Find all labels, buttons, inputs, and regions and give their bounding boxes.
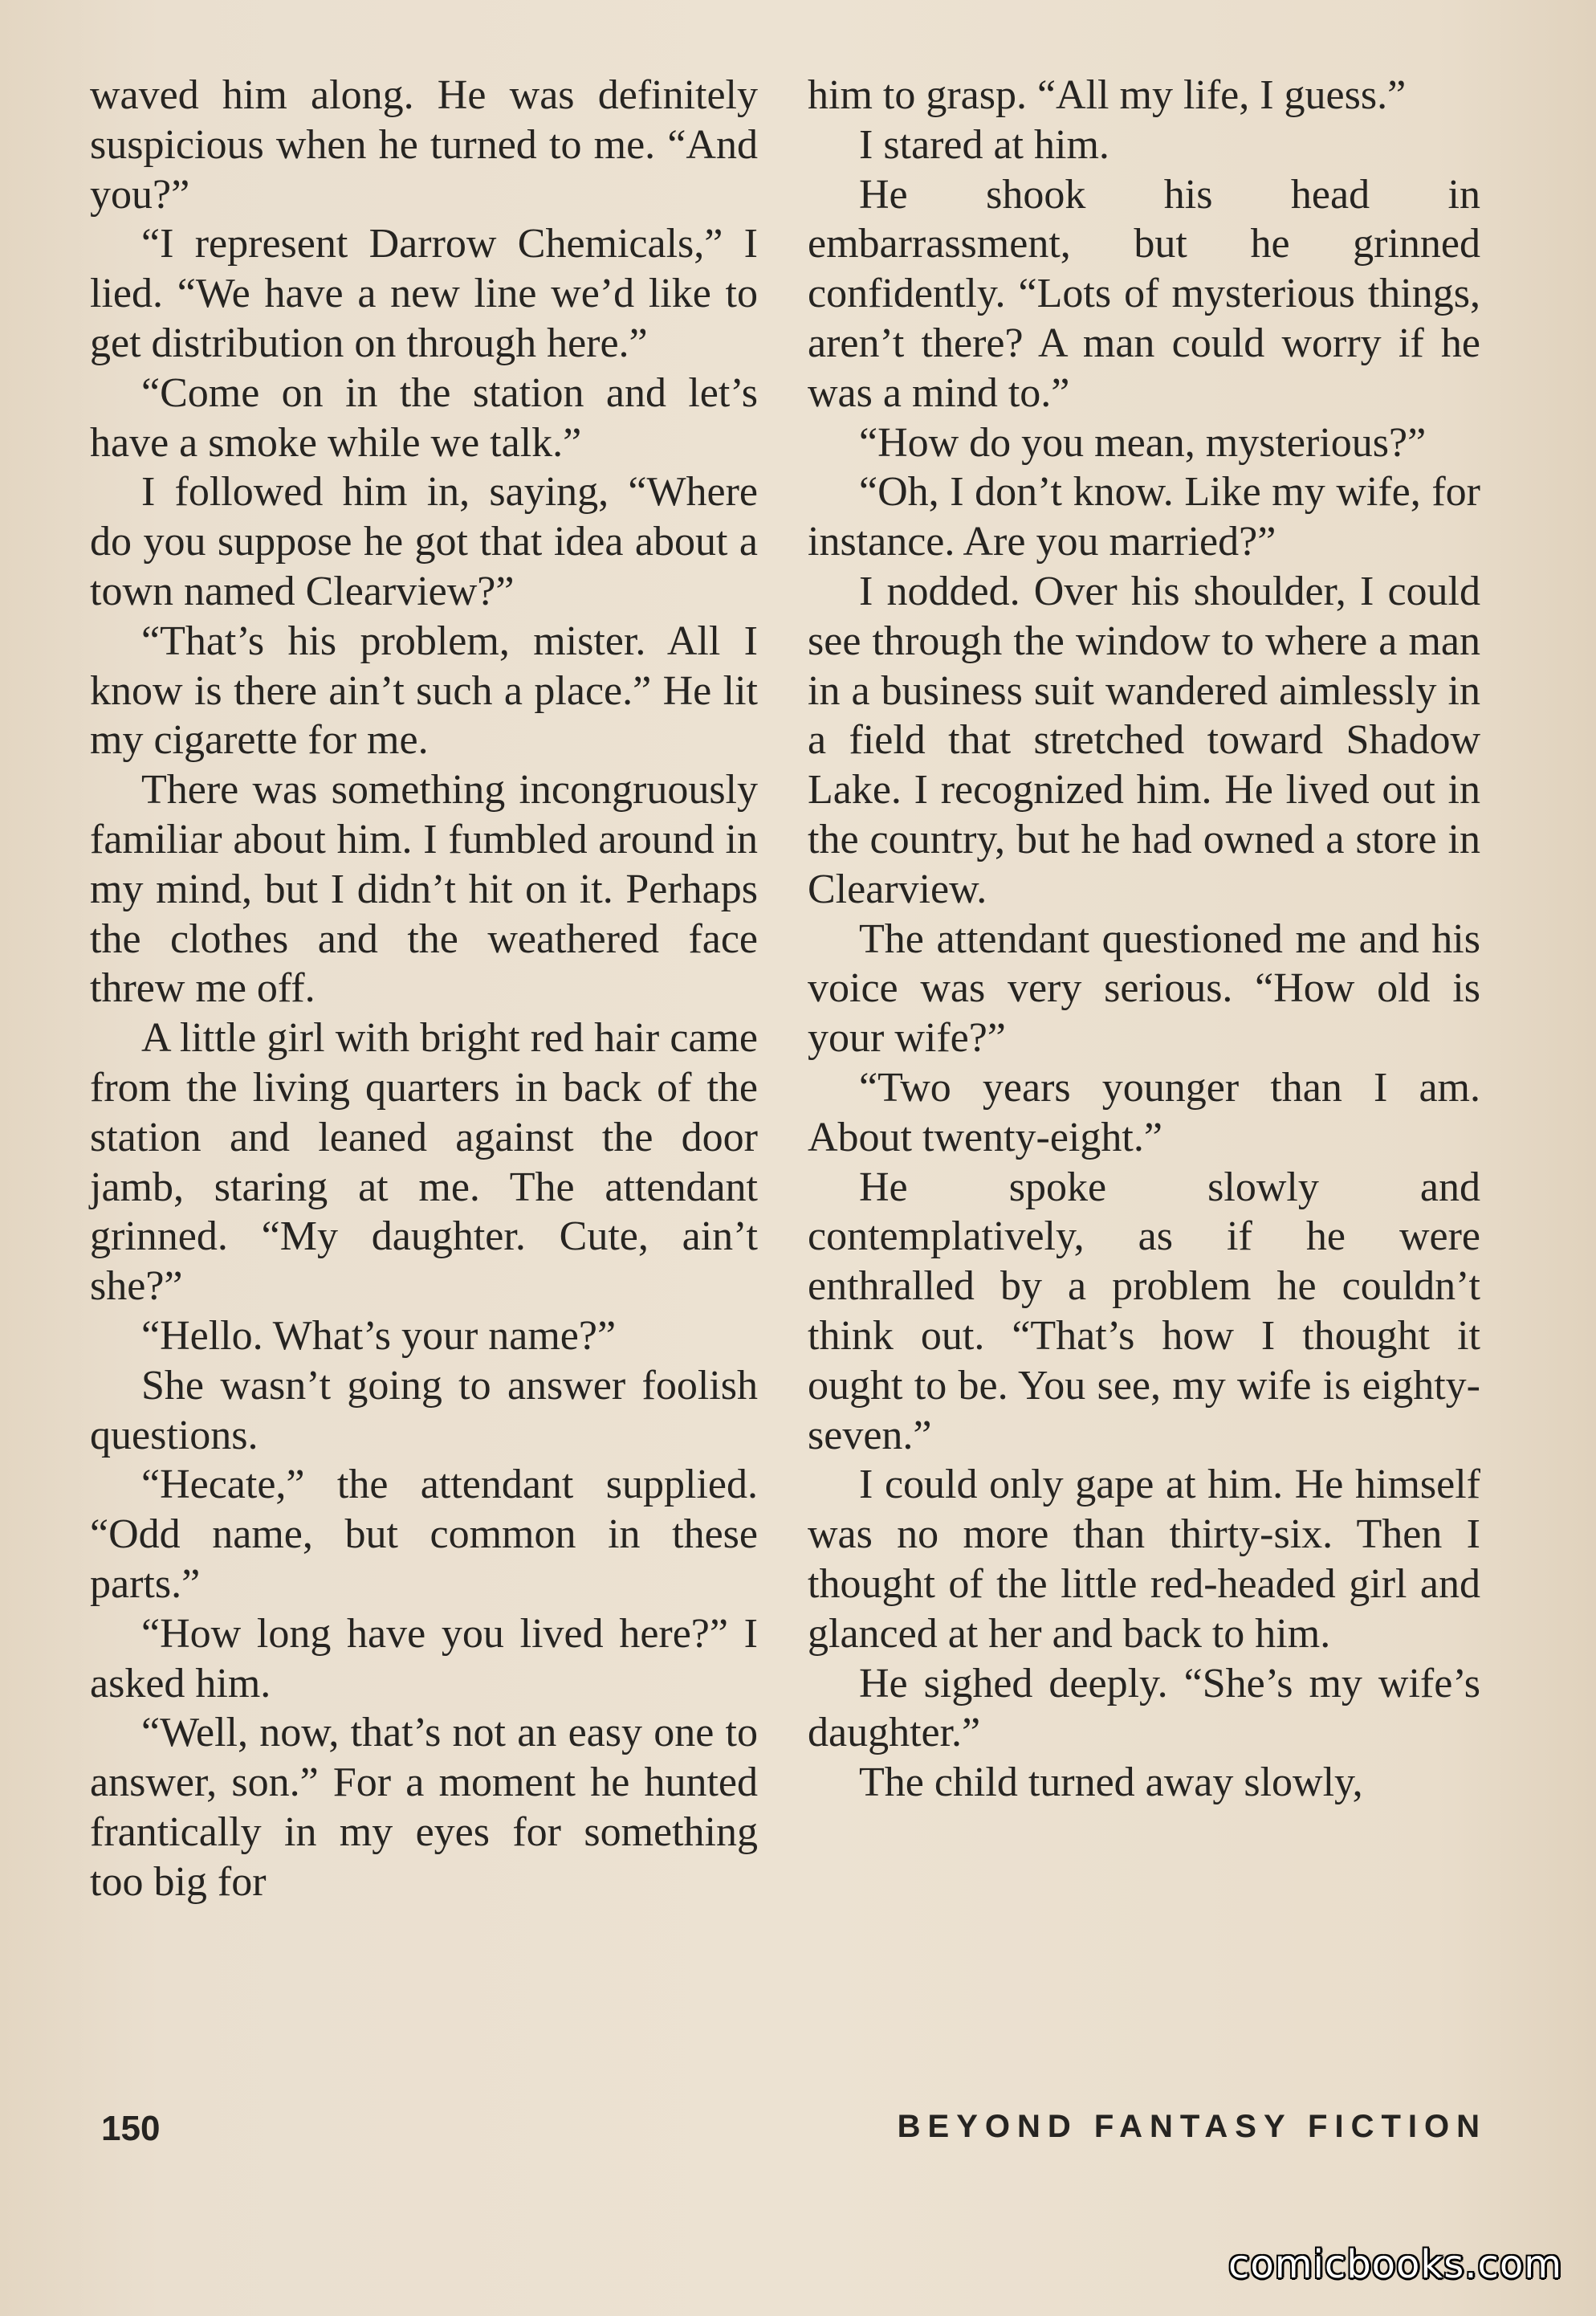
paragraph: I could only gape at him. He himself was no more than thirty-six. Then I thought of the little red-headed girl and glanced at her and back to him.	[808, 1462, 1480, 1657]
paragraph: I stared at him.	[859, 121, 1109, 168]
paragraph: “How do you mean, mysterious?”	[859, 419, 1427, 466]
page-number: 150	[101, 2109, 161, 2148]
running-head: BEYOND FANTASY FICTION	[897, 2109, 1487, 2144]
paragraph: He shook his head in embarrassment, but he grinned confidently. “Lots of mysterious things, aren’t there? A man could worry if he was a mind to.”	[808, 171, 1480, 416]
paragraph: The attendant questioned me and his voice was very serious. “How old is your wife?”	[808, 915, 1480, 1062]
watermark: comicbooks.com	[1228, 2242, 1562, 2287]
paragraph: “Well, now, that’s not an easy one to answer, son.” For a moment he hunted frantically in my eyes for something too big for	[90, 1710, 758, 1905]
paragraph: She wasn’t going to answer foolish questions.	[90, 1362, 758, 1458]
paragraph: “Hello. What’s your name?”	[141, 1312, 617, 1359]
left-text-column	[90, 71, 758, 1906]
paragraph: waved him along. He was definitely suspicious when he turned to me. “And you?”	[90, 72, 758, 218]
paragraph: “That’s his problem, mister. All I know is there ain’t such a place.” He lit my cigarette for me.	[90, 618, 758, 764]
paragraph: him to grasp. “All my life, I guess.”	[808, 72, 1407, 118]
paragraph: “I represent Darrow Chemicals,” I lied. “We have a new line we’d like to get distribution on through here.”	[90, 221, 758, 366]
paragraph: “Hecate,” the attendant supplied. “Odd name, but common in these parts.”	[90, 1462, 758, 1607]
paragraph: I followed him in, saying, “Where do you suppose he got that idea about a town named Clearview?”	[90, 469, 758, 614]
paragraph: “Oh, I don’t know. Like my wife, for instance. Are you married?”	[808, 469, 1480, 565]
paragraph: I nodded. Over his shoulder, I could see through the window to where a man in a business suit wandered aimlessly in a field that stretched toward Shadow Lake. I recognized him. He lived out in the country, but he had owned a store in Clearview.	[808, 568, 1480, 912]
paragraph: A little girl with bright red hair came from the living quarters in back of the station and leaned against the door jamb, staring at me. The attendant grinned. “My daughter. Cute, ain’t she?”	[90, 1015, 758, 1310]
paragraph: He spoke slowly and contemplatively, as if he were enthralled by a problem he couldn’t think out. “That’s how I thought it ought to be. You see, my wife is eighty-seven.”	[808, 1164, 1480, 1458]
right-text-column	[808, 71, 1480, 1808]
paragraph: “Come on in the station and let’s have a smoke while we talk.”	[90, 369, 758, 466]
paragraph: He sighed deeply. “She’s my wife’s daughter.”	[808, 1660, 1480, 1756]
paragraph: The child turned away slowly,	[859, 1759, 1363, 1806]
paragraph: There was something incongruously familiar about him. I fumbled around in my mind, but I didn’t hit on it. Perhaps the clothes and the weathered face threw me off.	[90, 767, 758, 1012]
paragraph: “Two years younger than I am. About twenty-eight.”	[808, 1064, 1480, 1160]
paragraph: “How long have you lived here?” I asked him.	[90, 1610, 758, 1706]
